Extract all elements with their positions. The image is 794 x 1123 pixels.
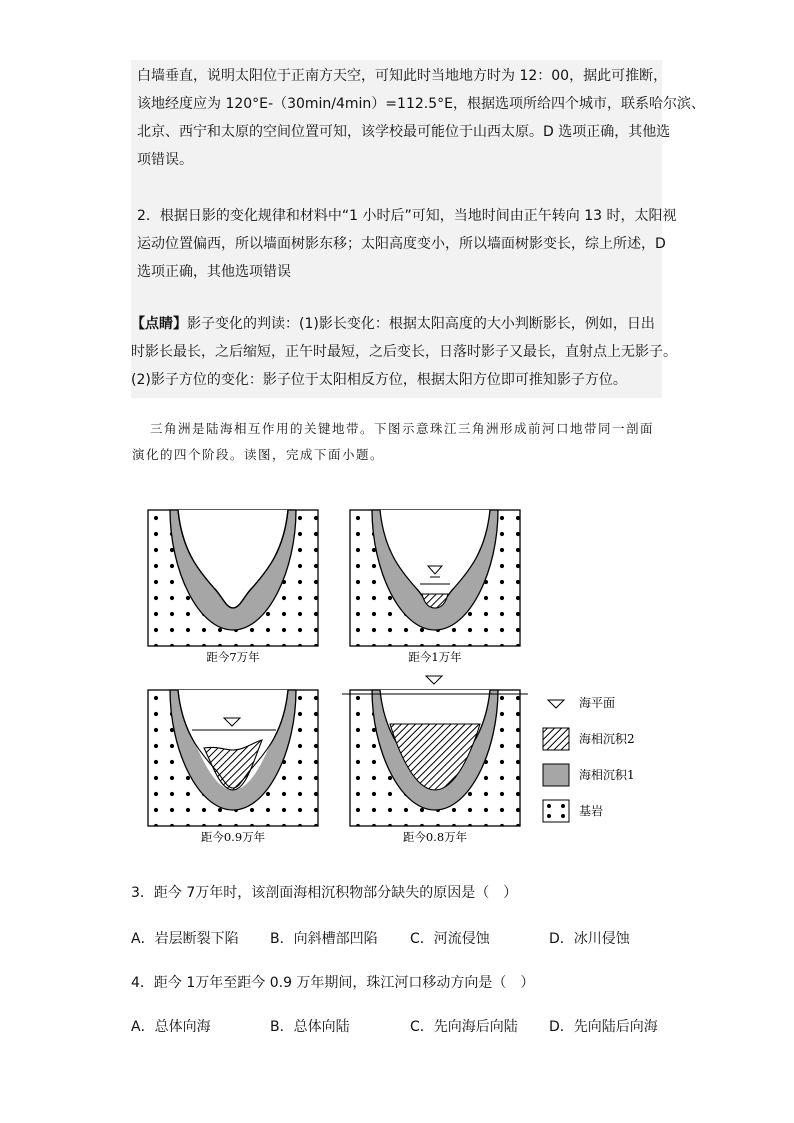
text-line: 该地经度应为 120°E-（30min/4min）=112.5°E，根据选项所给四个城市，联系哈尔滨、	[137, 96, 705, 112]
text-line: 演化的四个阶段。读图，完成下面小题。	[132, 447, 385, 462]
question-intro	[132, 416, 690, 468]
legend-item-sediment-2	[543, 728, 635, 750]
legend-label: 海相沉积2	[579, 732, 635, 746]
panel-label: 距今7万年	[206, 650, 260, 664]
question-4-option-c[interactable]: C．先向海后向陆	[410, 1019, 518, 1035]
text-line: 2．根据日影的变化规律和材料中“1 小时后”可知，当地时间由正午转向 13 时，太阳视	[137, 208, 677, 224]
text-line: 项错误。	[137, 152, 193, 168]
text-line: 时影长最长，之后缩短，正午时最短，之后变长，日落时影子又最长，直射点上无影子。	[131, 344, 677, 360]
question-3-stem: 3．距今 7万年时，该剖面海相沉积物部分缺失的原因是（ ）	[131, 885, 518, 901]
key-point-tag: 【点睛】	[131, 316, 187, 332]
question-3-option-c[interactable]: C．河流侵蚀	[410, 931, 490, 947]
legend-item-bedrock	[543, 800, 603, 822]
question-3-option-a[interactable]: A．岩层断裂下陷	[131, 931, 239, 947]
question-4-option-b[interactable]: B．总体向陆	[270, 1019, 350, 1035]
legend-label: 基岩	[579, 804, 604, 818]
legend	[543, 696, 635, 822]
dot-swatch-icon	[543, 800, 569, 822]
sea-level-icon	[426, 676, 442, 684]
legend-label: 海平面	[579, 696, 616, 710]
legend-item-sea-level	[548, 696, 615, 710]
text-line: 三角洲是陆海相互作用的关键地带。下图示意珠江三角洲形成前河口地带同一剖面	[150, 421, 655, 436]
question-3-option-d[interactable]: D．冰川侵蚀	[549, 931, 630, 947]
legend-item-sediment-1	[543, 764, 635, 786]
key-point-text: 影子变化的判读：(1)影长变化：根据太阳高度的大小判断影长，例如，日出	[187, 316, 655, 332]
panel-label: 距今1万年	[408, 650, 462, 664]
text-line: (2)影子方位的变化：影子位于太阳相反方位，根据太阳方位即可推知影子方位。	[131, 372, 627, 388]
explanation-paragraph-2	[131, 202, 677, 286]
panel-9k-years	[148, 690, 318, 844]
panel-label: 距今0.8万年	[402, 830, 468, 844]
explanation-paragraph-1	[131, 62, 705, 174]
text-line: 白墙垂直，说明太阳位于正南方天空，可知此时当地地方时为 12：00，据此可推断，	[137, 68, 668, 84]
question-4-stem: 4．距今 1万年至距今 0.9 万年期间，珠江河口移动方向是（ ）	[131, 975, 535, 991]
question-4-option-a[interactable]: A．总体向海	[131, 1019, 211, 1035]
text-line: 选项正确，其他选项错误	[137, 264, 291, 280]
text-line: 北京、西宁和太原的空间位置可知，该学校最可能位于山西太原。D 选项正确，其他选	[137, 124, 671, 140]
gray-swatch-icon	[543, 764, 569, 786]
panel-70k-years	[148, 510, 318, 664]
question-4-option-d[interactable]: D．先向陆后向海	[549, 1019, 658, 1035]
panel-10k-years	[350, 510, 520, 664]
delta-evolution-figure	[0, 490, 794, 850]
sea-level-icon	[548, 700, 564, 708]
panel-8k-years	[342, 676, 528, 844]
question-3-option-b[interactable]: B．向斜槽部凹陷	[270, 931, 378, 947]
text-line	[131, 310, 667, 338]
panel-label: 距今0.9万年	[200, 830, 266, 844]
key-point-paragraph	[131, 310, 677, 394]
hatch-swatch-icon	[543, 728, 569, 750]
text-line: 运动位置偏西，所以墙面树影东移；太阳高度变小，所以墙面树影变长，综上所述，D	[137, 236, 666, 252]
legend-label: 海相沉积1	[579, 768, 635, 782]
